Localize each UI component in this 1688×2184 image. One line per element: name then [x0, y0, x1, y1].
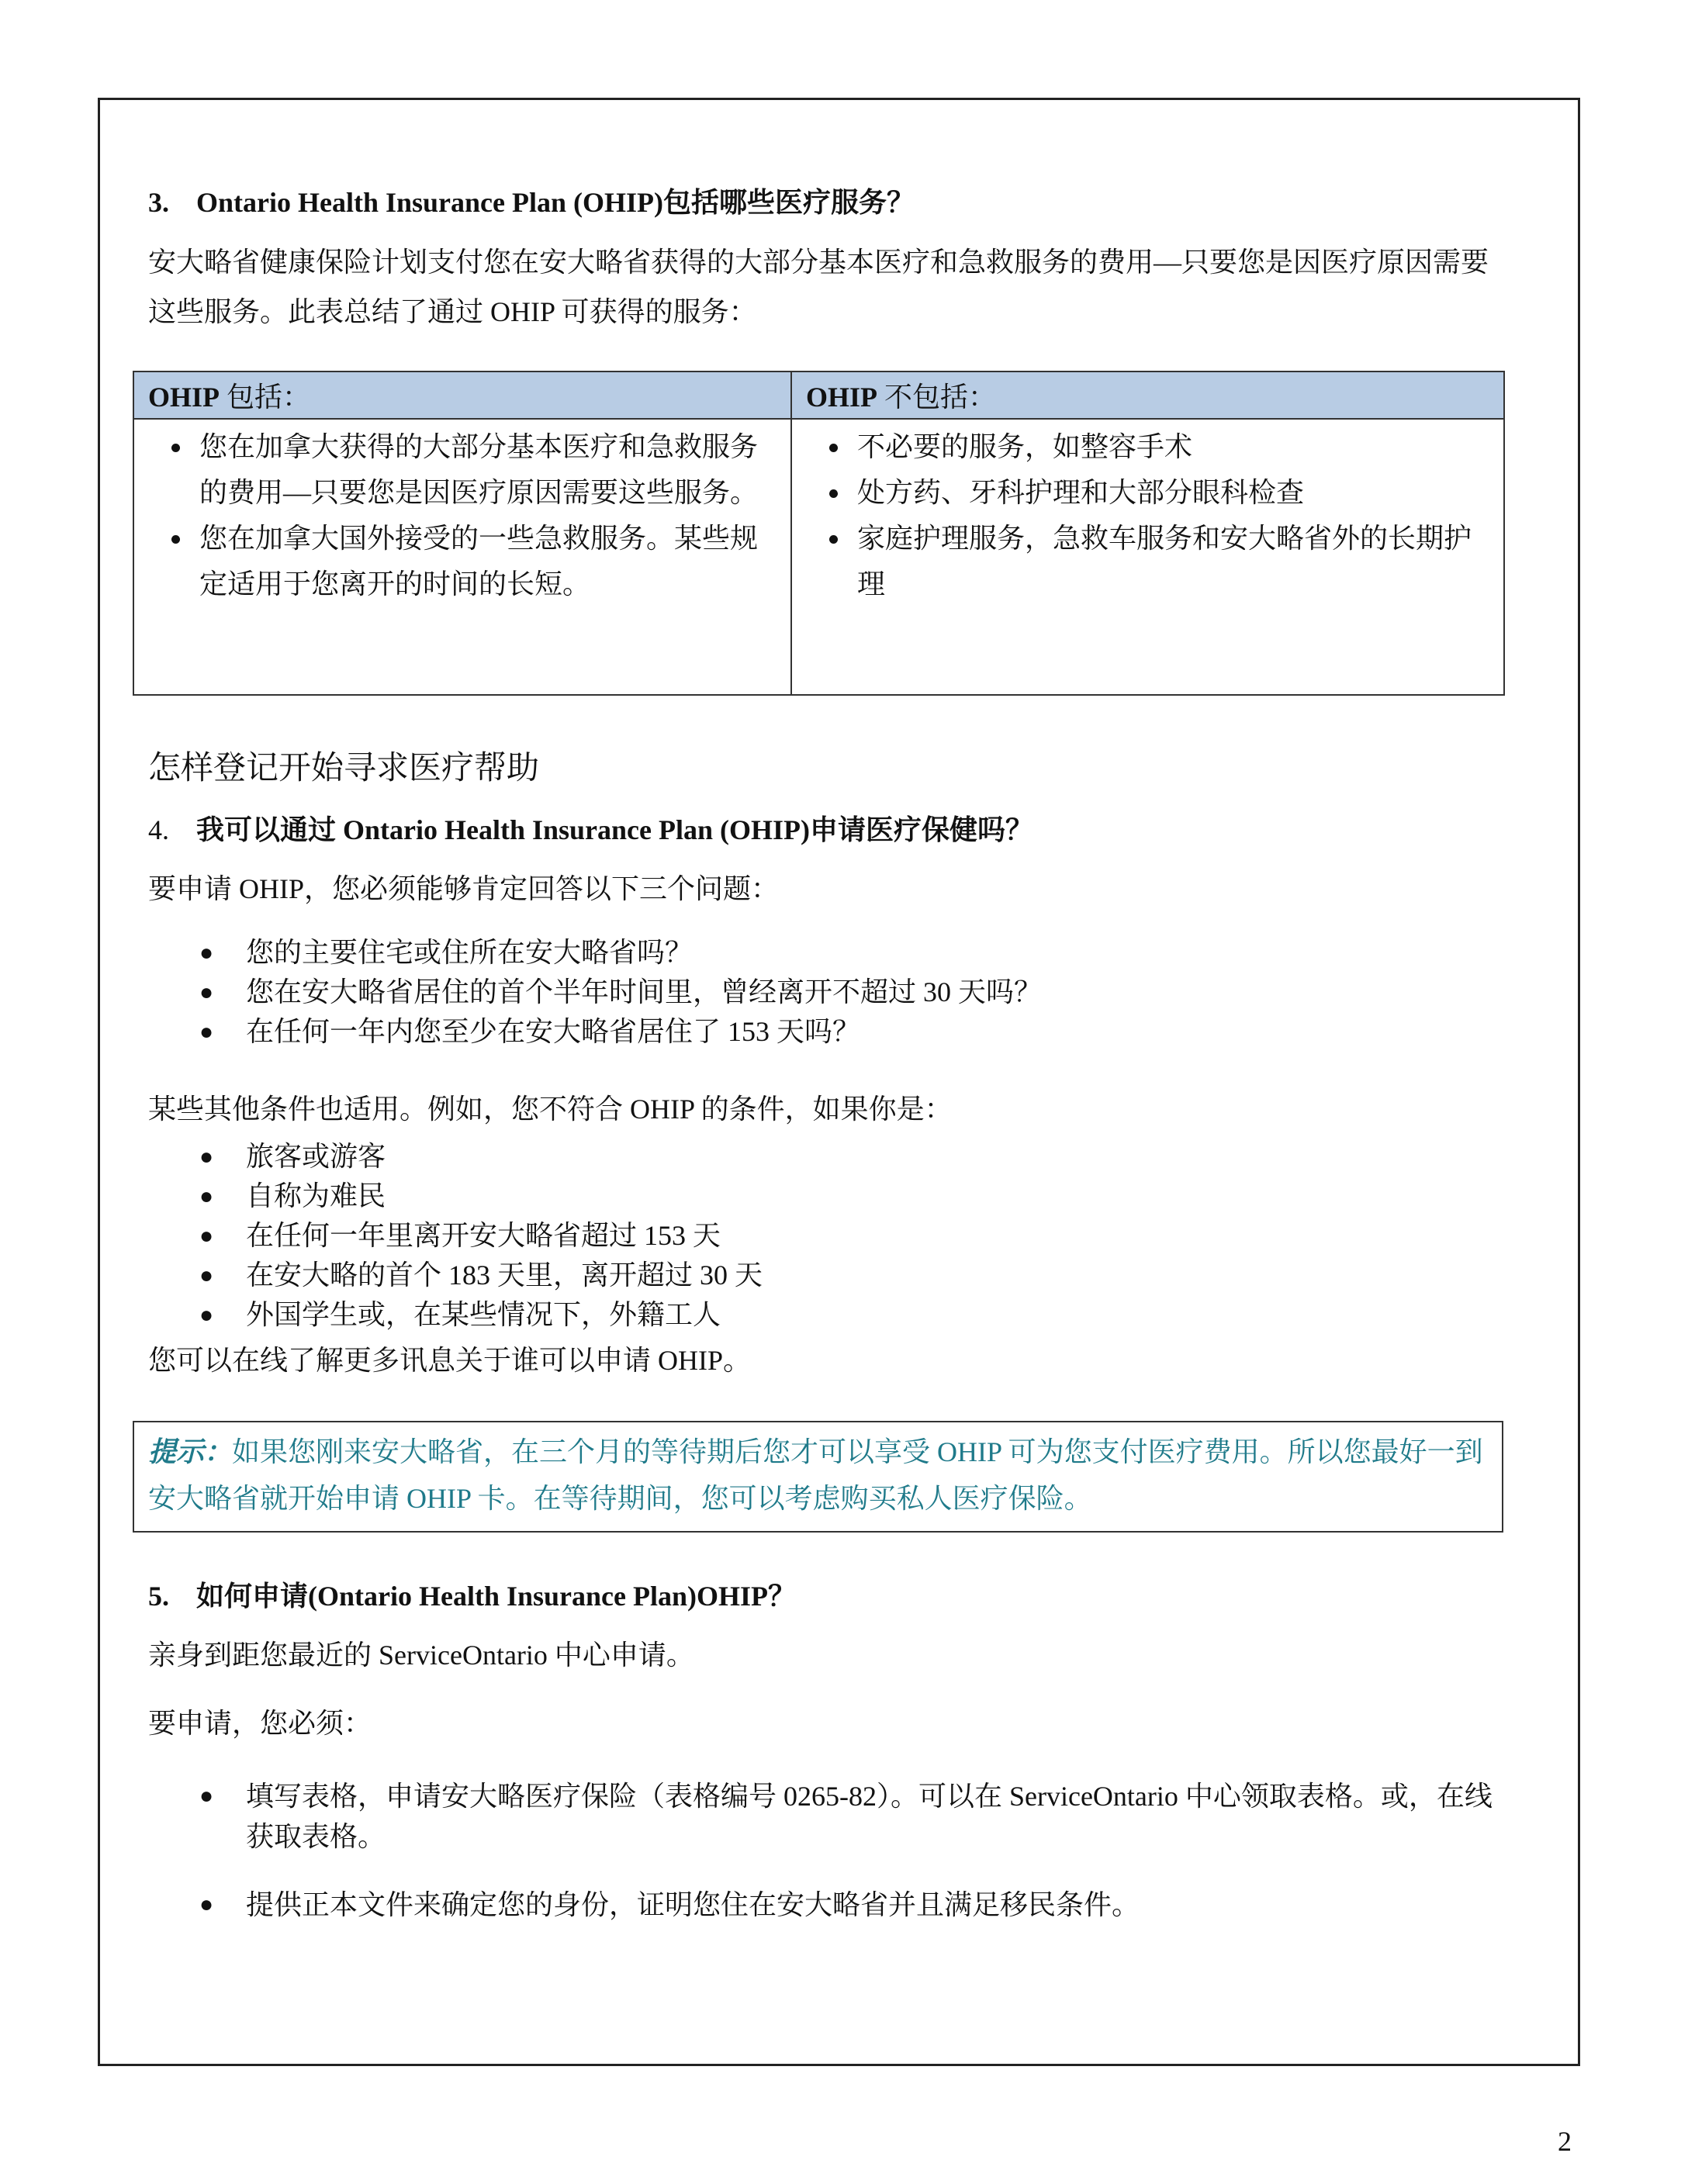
tip-text: 如果您刚来安大略省，在三个月的等待期后您才可以享受 OHIP 可为您支付医疗费用。所以您最好一到安大略省就开始申请 OHIP 卡。在等待期间，您可以考虑购买私人医疗保险。: [148, 1436, 1483, 1514]
not-covered-item: • 不必要的服务，如整容手术: [851, 424, 1489, 470]
coverage-table: [133, 371, 1505, 696]
bullet-icon: ●: [199, 1019, 214, 1045]
list-item-text: 旅客或游客: [246, 1141, 386, 1172]
q5-number: 5.: [148, 1581, 169, 1612]
bullet-icon: ●: [199, 1783, 214, 1809]
section-heading: 怎样登记开始寻求医疗帮助: [148, 748, 540, 786]
list-item: [148, 1137, 763, 1177]
bullet-icon: ●: [199, 940, 214, 966]
list-item-text: 提供正本文件来确定您的身份，证明您住在安大略省并且满足移民条件。: [246, 1889, 1140, 1920]
covered-cell: [133, 419, 791, 695]
list-item-text: 填写表格，申请安大略医疗保险（表格编号 0265-82）。可以在 ServiceOntario 中心领取表格。或，在线获取表格。: [246, 1781, 1493, 1852]
list-item-text: 外国学生或，在某些情况下，外籍工人: [246, 1299, 721, 1330]
tip-label: 提示：: [148, 1436, 233, 1467]
q4-intro: 要申请 OHIP，您必须能够肯定回答以下三个问题：: [148, 873, 780, 904]
q3-heading: [148, 184, 915, 221]
q4-question-list: [148, 933, 1042, 1052]
list-item: [148, 1216, 763, 1256]
bullet-icon: ●: [199, 1184, 214, 1209]
q3-paragraph: 安大略省健康保险计划支付您在安大略省获得的大部分基本医疗和急救服务的费用—只要您是因医疗原因需要这些服务。此表总结了通过 OHIP 可获得的服务：: [148, 247, 1489, 327]
not-covered-item: • 家庭护理服务，急救车服务和安大略省外的长期护理: [851, 516, 1489, 607]
not-covered-item: • 处方药、牙科护理和大部分眼科检查: [851, 470, 1489, 516]
tip-box: [133, 1421, 1503, 1533]
list-item: [148, 933, 1042, 973]
list-item-text: 在任何一年里离开安大略省超过 153 天: [246, 1220, 721, 1251]
q5-paragraph-1: 亲身到距您最近的 ServiceOntario 中心申请。: [148, 1640, 694, 1671]
bullet-icon: ●: [199, 1223, 214, 1249]
list-item: [148, 1012, 1042, 1052]
list-item-text: 您的主要住宅或住所在安大略省吗？: [246, 937, 694, 968]
list-item: [148, 1885, 1513, 1925]
list-item: [148, 1295, 763, 1335]
q3-title: Ontario Health Insurance Plan (OHIP)包括哪些医疗服务？: [196, 187, 915, 218]
q5-step-list: [148, 1776, 1513, 1925]
covered-header-bold: OHIP: [148, 382, 220, 413]
q4-number: 4.: [148, 814, 169, 845]
not-covered-header-text: 不包括：: [877, 382, 997, 413]
q4-title: 我可以通过 Ontario Health Insurance Plan (OHIP)申请医疗保健吗？: [196, 814, 1033, 845]
q4-other-intro: 某些其他条件也适用。例如，您不符合 OHIP 的条件，如果你是：: [148, 1094, 953, 1125]
q4-condition-list: [148, 1137, 763, 1335]
covered-header: [133, 371, 791, 419]
not-covered-header-bold: OHIP: [806, 382, 878, 413]
q5-heading: [148, 1578, 796, 1615]
covered-item: • 您在加拿大国外接受的一些急救服务。某些规定适用于您离开的时间的长短。: [193, 516, 777, 607]
q4-heading: [148, 811, 1033, 848]
bullet-icon: ●: [199, 1263, 214, 1288]
bullet-icon: ●: [199, 1302, 214, 1328]
not-covered-header: [791, 371, 1504, 419]
list-item: [148, 1256, 763, 1295]
covered-header-text: 包括：: [220, 382, 311, 413]
not-covered-cell: [791, 419, 1504, 695]
list-item-text: 在安大略的首个 183 天里，离开超过 30 天: [246, 1260, 763, 1291]
page-number: 2: [1558, 2126, 1572, 2157]
list-item-text: 在任何一年内您至少在安大略省居住了 153 天吗？: [246, 1016, 861, 1047]
q5-title: 如何申请(Ontario Health Insurance Plan)OHIP？: [196, 1581, 796, 1612]
bullet-icon: ●: [199, 1144, 214, 1170]
q3-number: 3.: [148, 187, 169, 218]
list-item-text: 自称为难民: [246, 1180, 386, 1211]
q4-online-link[interactable]: 您可以在线了解更多讯息关于谁可以申请 OHIP。: [148, 1345, 752, 1376]
q5-paragraph-2: 要申请，您必须：: [148, 1708, 372, 1739]
bullet-icon: ●: [199, 1892, 214, 1917]
list-item: [148, 1776, 1513, 1857]
list-item: [148, 1177, 763, 1216]
list-item: [148, 973, 1042, 1012]
covered-item: • 您在加拿大获得的大部分基本医疗和急救服务的费用—只要您是因医疗原因需要这些服务。: [193, 424, 777, 516]
bullet-icon: ●: [199, 980, 214, 1005]
list-item-text: 您在安大略省居住的首个半年时间里，曾经离开不超过 30 天吗？: [246, 976, 1043, 1007]
